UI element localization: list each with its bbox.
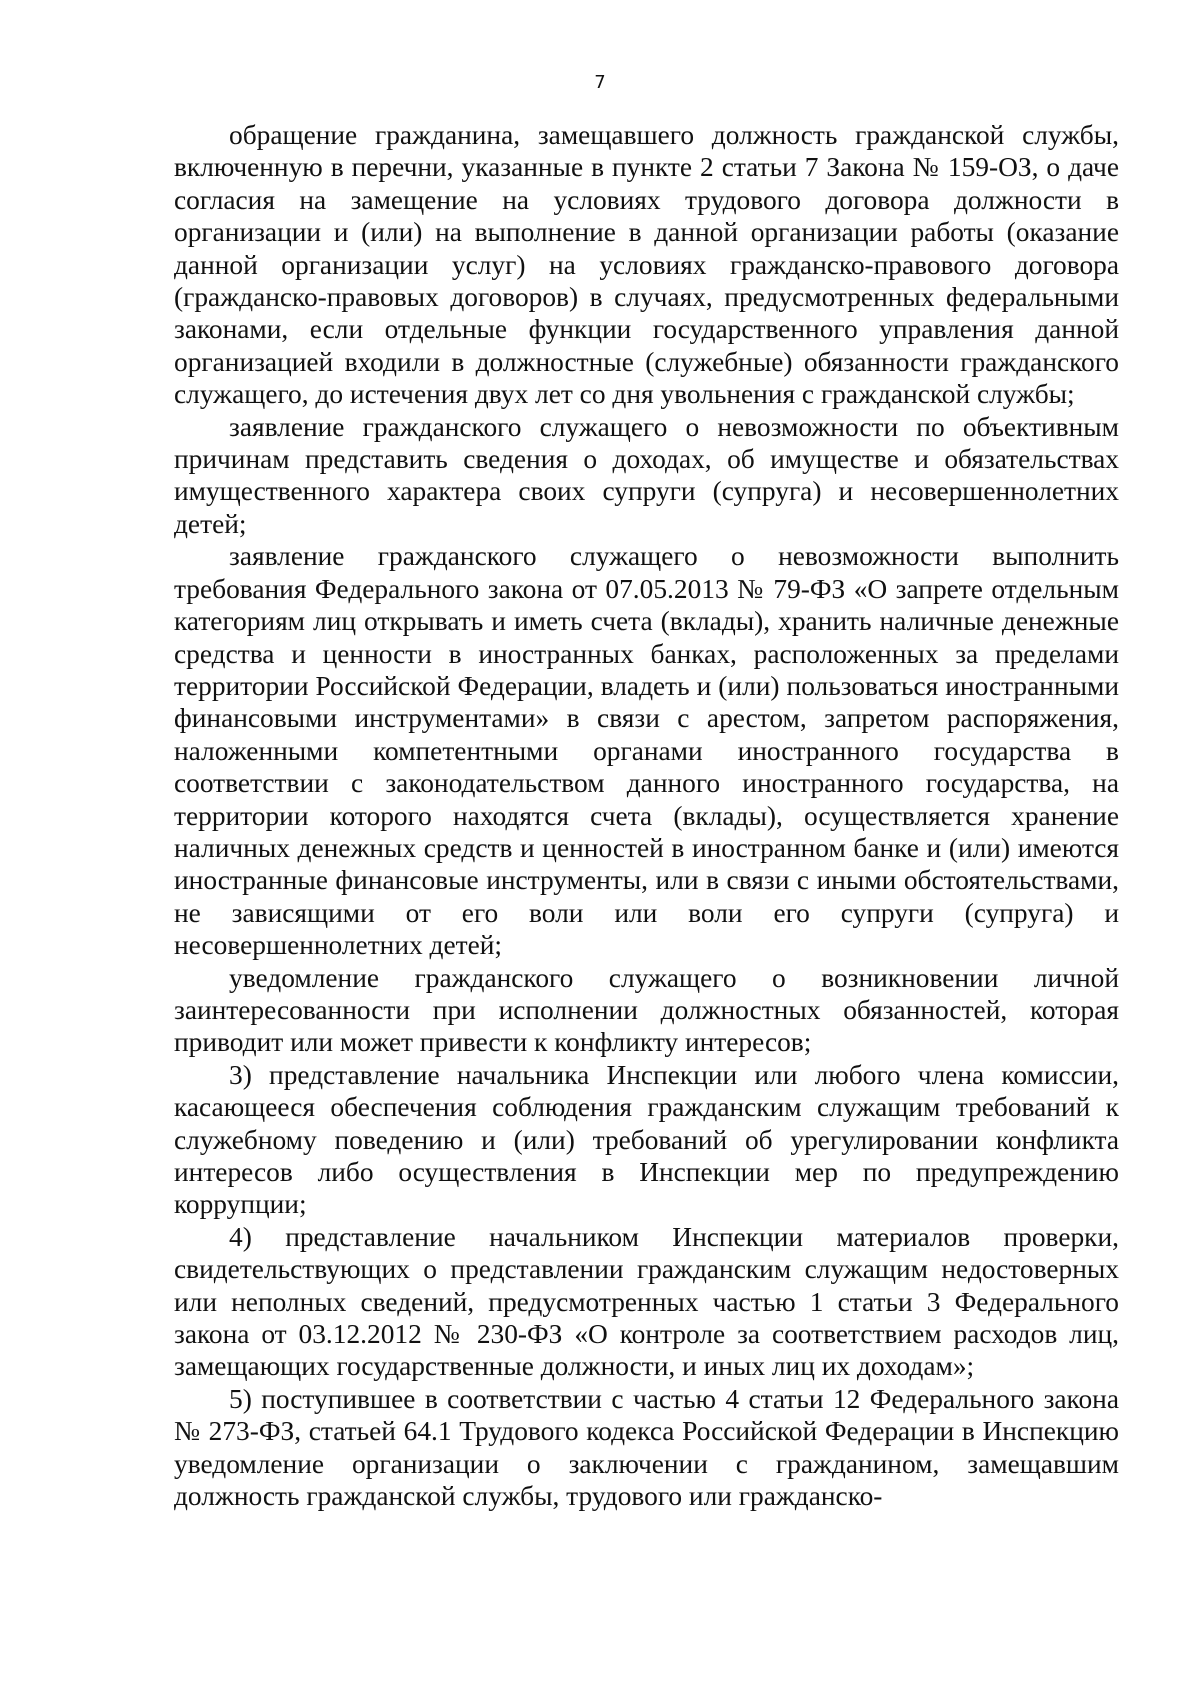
page-number: 7 bbox=[594, 72, 606, 93]
paragraph-item-3: 3) представление начальника Инспекции или любого члена комиссии, касающееся обеспечения соблюдения гражданским служащим требований к служебному поведению и (или) требований об урегулировании конфликта интересов либо осуществления в Инспекции мер по предупреждению коррупции; bbox=[174, 1059, 1119, 1220]
document-body bbox=[174, 119, 1119, 1512]
paragraph-request-consent: обращение гражданина, замещавшего должность гражданской службы, включенную в перечни, указанные в пункте 2 статьи 7 Закона № 159-ОЗ, о даче согласия на замещение на условиях трудового договора должности в организации и (или) на выполнение в данной организации работы (оказание данной организации услуг) на условиях гражданско-правового договора (гражданско-правовых договоров) в случаях, предусмотренных федеральными законами, если отдельные функции государственного управления данной организацией входили в должностные (служебные) обязанности гражданского служащего, до истечения двух лет со дня увольнения с гражданской службы; bbox=[174, 120, 1119, 410]
paragraph-item-5: 5) поступившее в соответствии с частью 4 статьи 12 Федерального закона № 273-ФЗ, статьей 64.1 Трудового кодекса Российской Федерации в Инспекцию уведомление организации о заключении с гражданином, замещавшим должность гражданской службы, трудового или гражданско- bbox=[174, 1383, 1119, 1512]
paragraph-foreign-accounts-impossibility: заявление гражданского служащего о невозможности выполнить требования Федерального закона от 07.05.2013 № 79-ФЗ «О запрете отдельным категориям лиц открывать и иметь счета (вклады), хранить наличные денежные средства и ценности в иностранных банках, расположенных за пределами территории Российской Федерации, владеть и (или) пользоваться иностранными финансовыми инструментами» в связи с арестом, запретом распоряжения, наложенными компетентными органами иностранного государства в соответствии с законодательством данного иностранного государства, на территории которого находятся счета (вклады), осуществляется хранение наличных денежных средств и ценностей в иностранном банке и (или) имеются иностранные финансовые инструменты, или в связи с иными обстоятельствами, не зависящими от его воли или воли его супруги (супруга) и несовершеннолетних детей; bbox=[174, 541, 1119, 961]
paragraph-item-4: 4) представление начальником Инспекции материалов проверки, свидетельствующих о представлении гражданским служащим недостоверных или неполных сведений, предусмотренных частью 1 статьи 3 Федерального закона от 03.12.2012 № 230-ФЗ «О контроле за соответствием расходов лиц, замещающих государственные должности, и иных лиц их доходам»; bbox=[174, 1221, 1119, 1382]
paragraph-income-statement-impossibility: заявление гражданского служащего о невозможности по объективным причинам представить сведения о доходах, об имуществе и обязательствах имущественного характера своих супруги (супруга) и несовершеннолетних детей; bbox=[174, 411, 1119, 539]
paragraph-conflict-notification: уведомление гражданского служащего о возникновении личной заинтересованности при исполнении должностных обязанностей, которая приводит или может привести к конфликту интересов; bbox=[174, 962, 1119, 1058]
